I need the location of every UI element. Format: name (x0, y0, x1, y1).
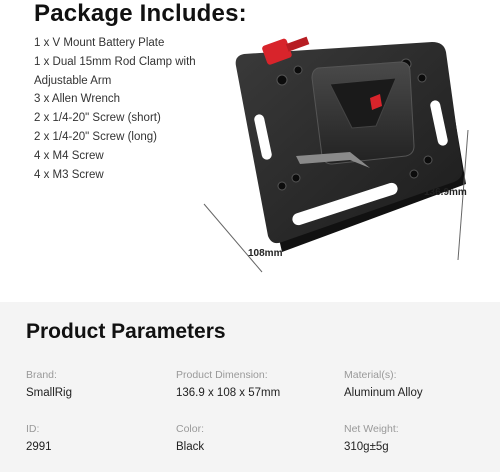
parameters-title: Product Parameters (26, 320, 226, 343)
param-id-label: ID: (26, 423, 40, 435)
package-item: 3 x Allen Wrench (34, 93, 121, 106)
package-item: 2 x 1/4-20" Screw (short) (34, 112, 161, 125)
param-material-label: Material(s): (344, 369, 397, 381)
param-weight (344, 422, 494, 455)
param-material-value: Aluminum Alloy (344, 387, 423, 399)
param-weight-value: 310g±5g (344, 441, 389, 453)
param-dimension-value: 136.9 x 108 x 57mm (176, 387, 281, 399)
param-brand-label: Brand: (26, 369, 57, 381)
v-mount-battery-plate-image (200, 28, 500, 298)
package-item: 1 x Dual 15mm Rod Clamp with (34, 55, 196, 68)
param-color-label: Color: (176, 423, 205, 435)
package-item: 4 x M3 Screw (34, 168, 104, 181)
package-item: 4 x M4 Screw (34, 149, 104, 162)
height-dimension-label: 136.9mm (424, 187, 467, 198)
package-item: 1 x V Mount Battery Plate (34, 37, 165, 49)
param-dimension (176, 368, 326, 401)
param-weight-label: Net Weight: (344, 423, 399, 435)
width-dimension-label: 108mm (248, 248, 283, 259)
package-list (34, 34, 214, 184)
param-brand (26, 368, 176, 401)
param-dimension-label: Product Dimension: (176, 369, 268, 381)
package-title: Package Includes: (34, 0, 247, 27)
param-id-value: 2991 (26, 441, 52, 453)
package-item: 2 x 1/4-20" Screw (long) (34, 130, 157, 143)
parameters-section (0, 302, 500, 472)
package-item: Adjustable Arm (34, 74, 112, 87)
param-material (344, 368, 494, 401)
param-color-value: Black (176, 441, 205, 453)
param-color (176, 422, 326, 455)
param-brand-value: SmallRig (26, 387, 73, 399)
param-id (26, 422, 176, 455)
